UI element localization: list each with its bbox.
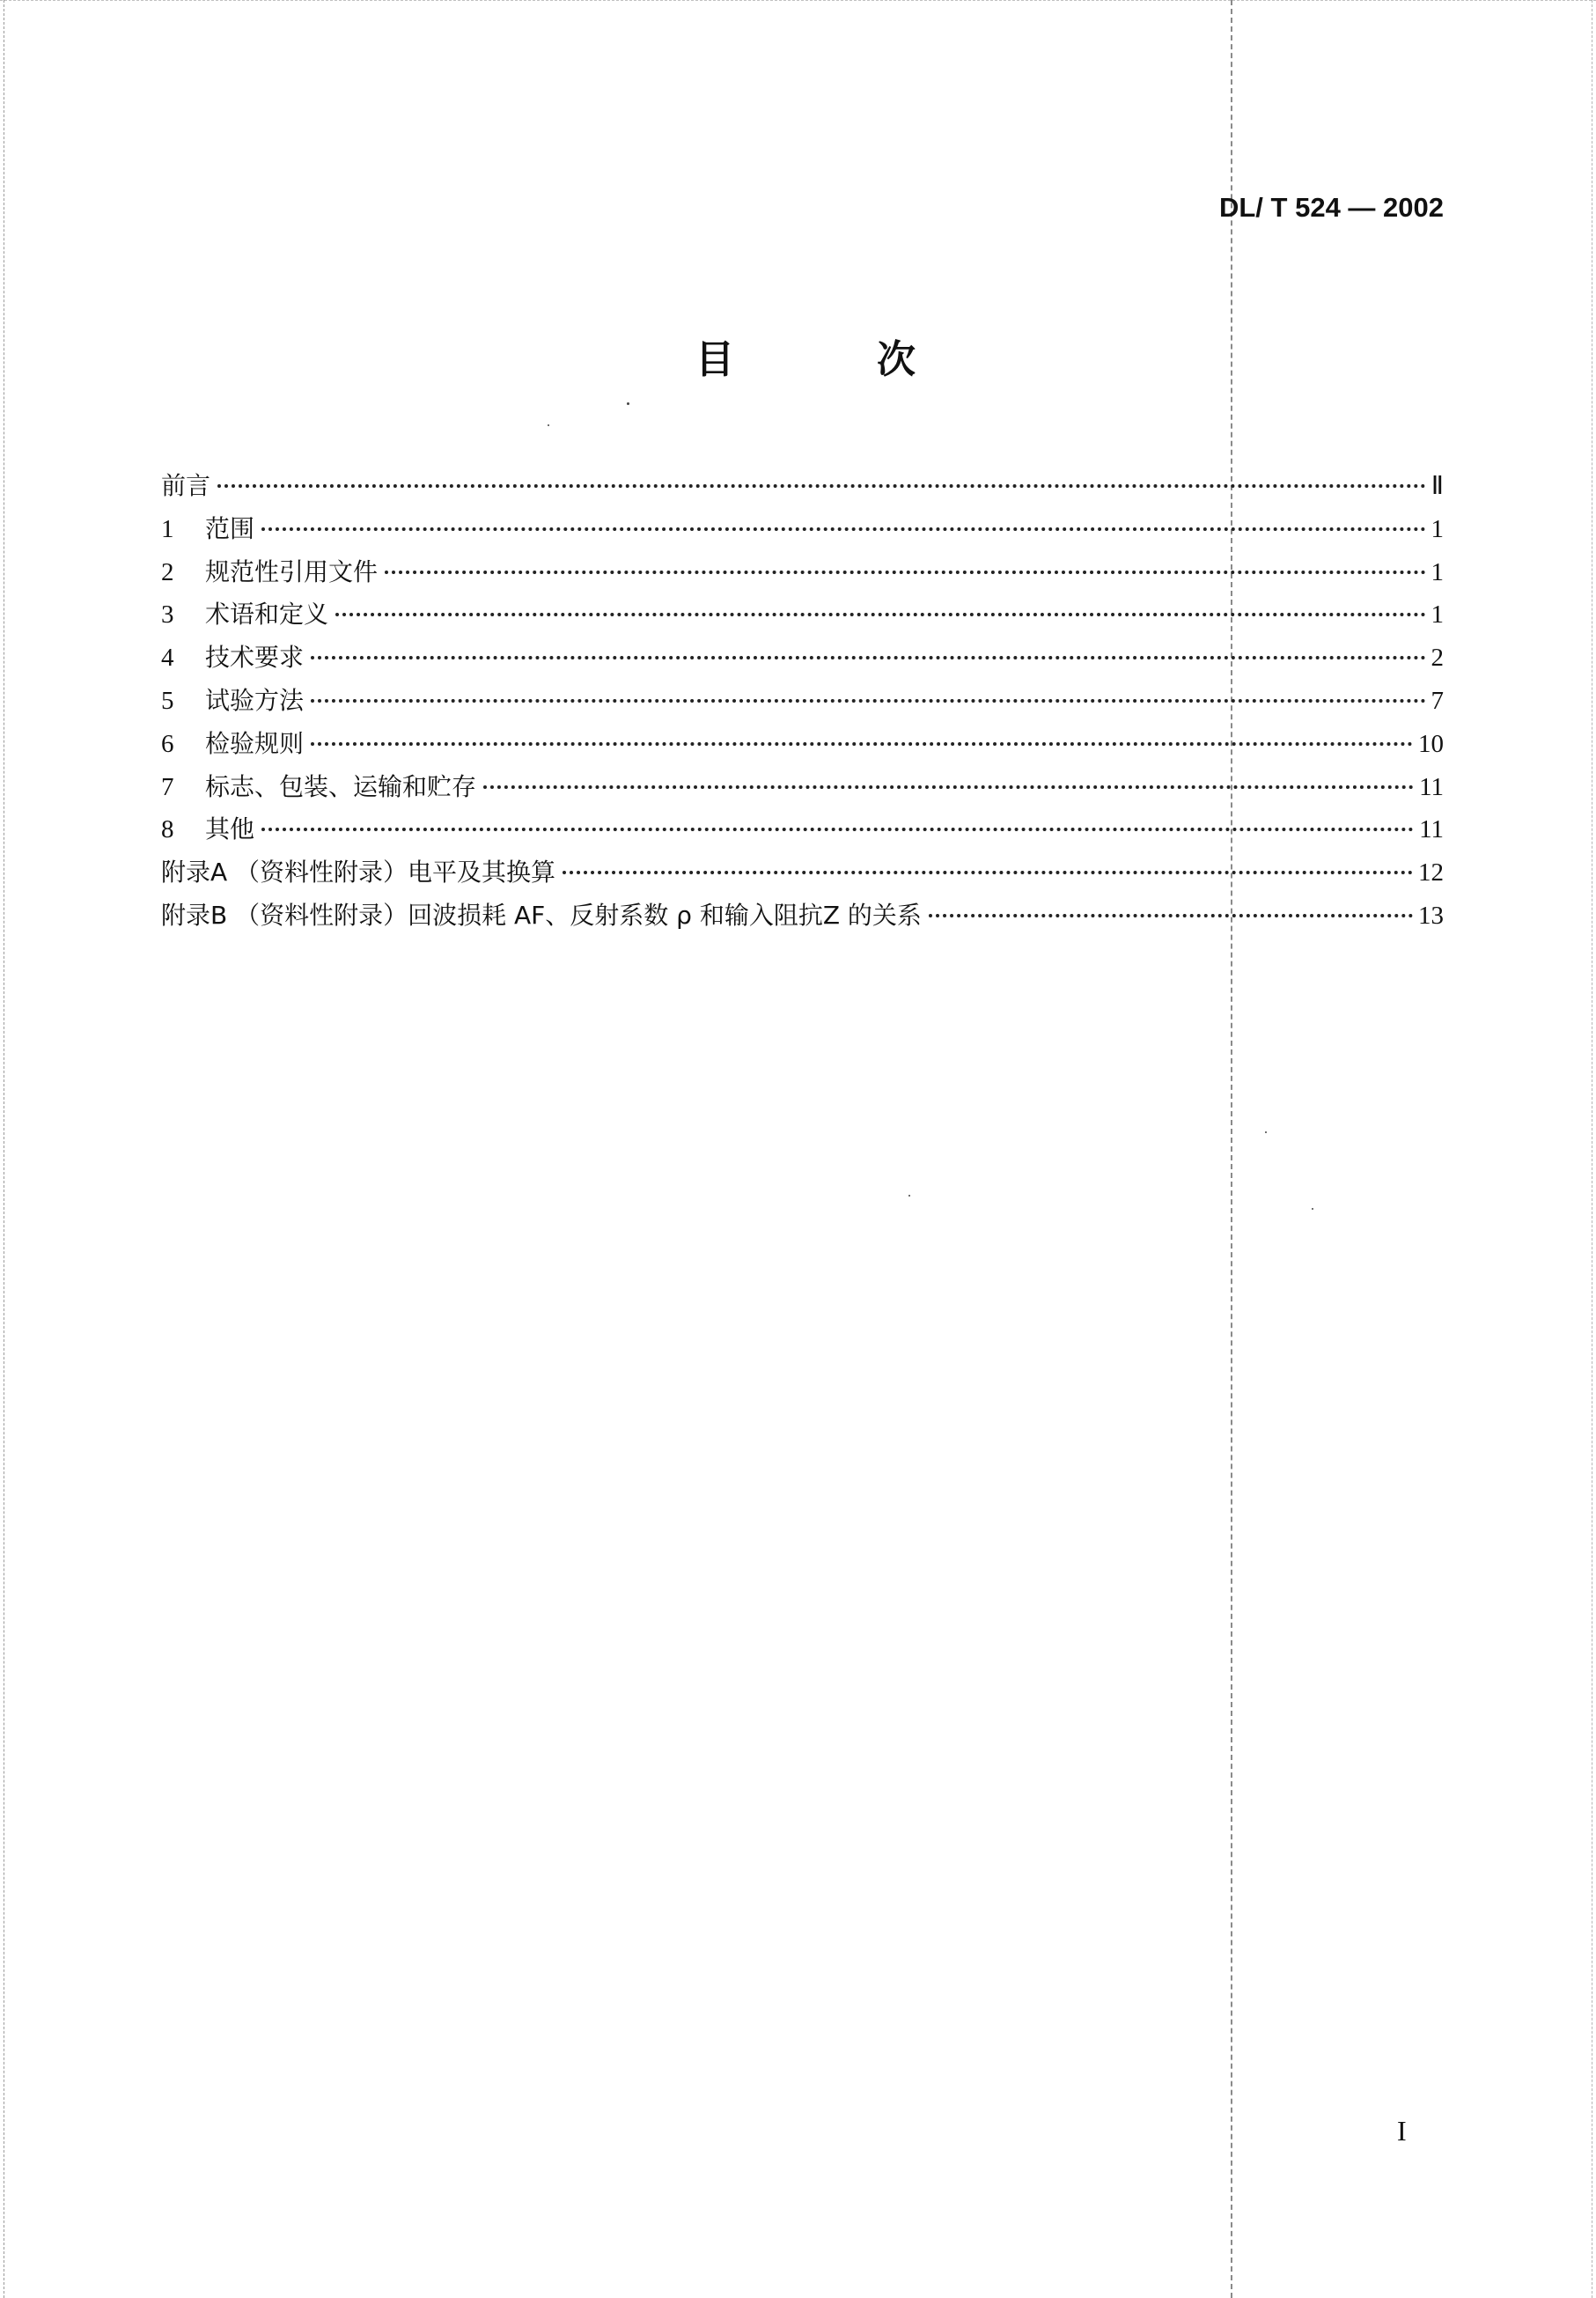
toc-entry-title: 规范性引用文件 [205, 556, 379, 586]
toc-entry-page: 1 [1431, 557, 1444, 586]
toc-entry-test-methods[interactable] [161, 680, 1444, 723]
toc-title [695, 328, 916, 384]
dot-leader [311, 699, 1425, 703]
toc-entry-number: 2 [161, 557, 174, 586]
scan-speck [548, 424, 549, 426]
toc-entry-marking-packaging[interactable] [161, 766, 1444, 809]
toc-entry-number: 3 [161, 600, 174, 630]
document-code: DL/ T 524 — 2002 [1218, 192, 1444, 223]
toc-entry-page: 11 [1419, 772, 1444, 801]
scan-edge-left [4, 0, 5, 2298]
dot-leader [261, 527, 1425, 531]
toc-entry-appendix-b[interactable] [161, 895, 1444, 938]
toc-entry-title: 范围 [205, 513, 255, 543]
toc-entry-technical-requirements[interactable] [161, 637, 1444, 680]
toc-entry-scope[interactable] [161, 508, 1444, 551]
toc-entry-page: 7 [1431, 686, 1444, 715]
scan-speck [908, 1195, 910, 1197]
toc-entry-appendix-a[interactable] [161, 851, 1444, 895]
toc-entry-foreword[interactable] [161, 465, 1444, 508]
toc-entry-number: 5 [161, 686, 174, 715]
toc-entry-page: 2 [1431, 644, 1444, 673]
toc-entry-inspection-rules[interactable] [161, 723, 1444, 766]
toc-entry-title: 标志、包装、运输和贮存 [205, 771, 477, 801]
page-number: I [1397, 2115, 1407, 2147]
toc-entry-page: 10 [1418, 729, 1444, 758]
scan-speck [1265, 1131, 1267, 1133]
toc-entry-number: 1 [161, 514, 174, 543]
toc-entry-title: 前言 [161, 471, 211, 500]
toc-entry-title: 技术要求 [205, 643, 305, 673]
toc-entry-title: 附录B （资料性附录）回波损耗 AF、反射系数 ρ 和输入阻抗Z 的关系 [161, 900, 922, 930]
toc-entry-number: 6 [161, 729, 174, 758]
scan-edge-right [1592, 0, 1593, 2298]
toc-entry-page: 13 [1418, 901, 1444, 930]
dot-leader [261, 828, 1414, 831]
toc-title-char: 目 [695, 337, 734, 382]
scan-speck [1312, 1208, 1313, 1210]
toc-title-char: 次 [877, 337, 916, 382]
toc-entry-title: 其他 [205, 814, 255, 844]
toc-entry-others[interactable] [161, 808, 1444, 851]
toc-entry-number: 8 [161, 815, 174, 844]
dot-leader [217, 484, 1426, 488]
scan-edge-top [0, 0, 1596, 2]
dot-leader [483, 785, 1414, 789]
dot-leader [929, 914, 1413, 917]
toc-entry-page: 1 [1431, 514, 1444, 543]
scan-speck [627, 402, 629, 405]
dot-leader [311, 742, 1413, 746]
toc-entry-terms[interactable] [161, 593, 1444, 637]
toc-list [161, 465, 1444, 938]
toc-entry-page: Ⅱ [1431, 472, 1444, 500]
toc-entry-title: 术语和定义 [205, 600, 329, 630]
toc-entry-page: 11 [1419, 815, 1444, 844]
toc-entry-page: 12 [1418, 858, 1444, 888]
toc-entry-number: 4 [161, 644, 174, 673]
scan-fold-line [1231, 0, 1233, 2298]
toc-entry-title: 试验方法 [205, 685, 305, 715]
toc-entry-number: 7 [161, 772, 174, 801]
toc-entry-normative-references[interactable] [161, 551, 1444, 594]
toc-entry-page: 1 [1431, 600, 1444, 630]
dot-leader [563, 871, 1413, 874]
dot-leader [385, 571, 1425, 574]
toc-entry-title: 附录A （资料性附录）电平及其换算 [161, 858, 556, 888]
dot-leader [311, 656, 1425, 659]
toc-entry-title: 检验规则 [205, 728, 305, 758]
dot-leader [335, 613, 1425, 616]
